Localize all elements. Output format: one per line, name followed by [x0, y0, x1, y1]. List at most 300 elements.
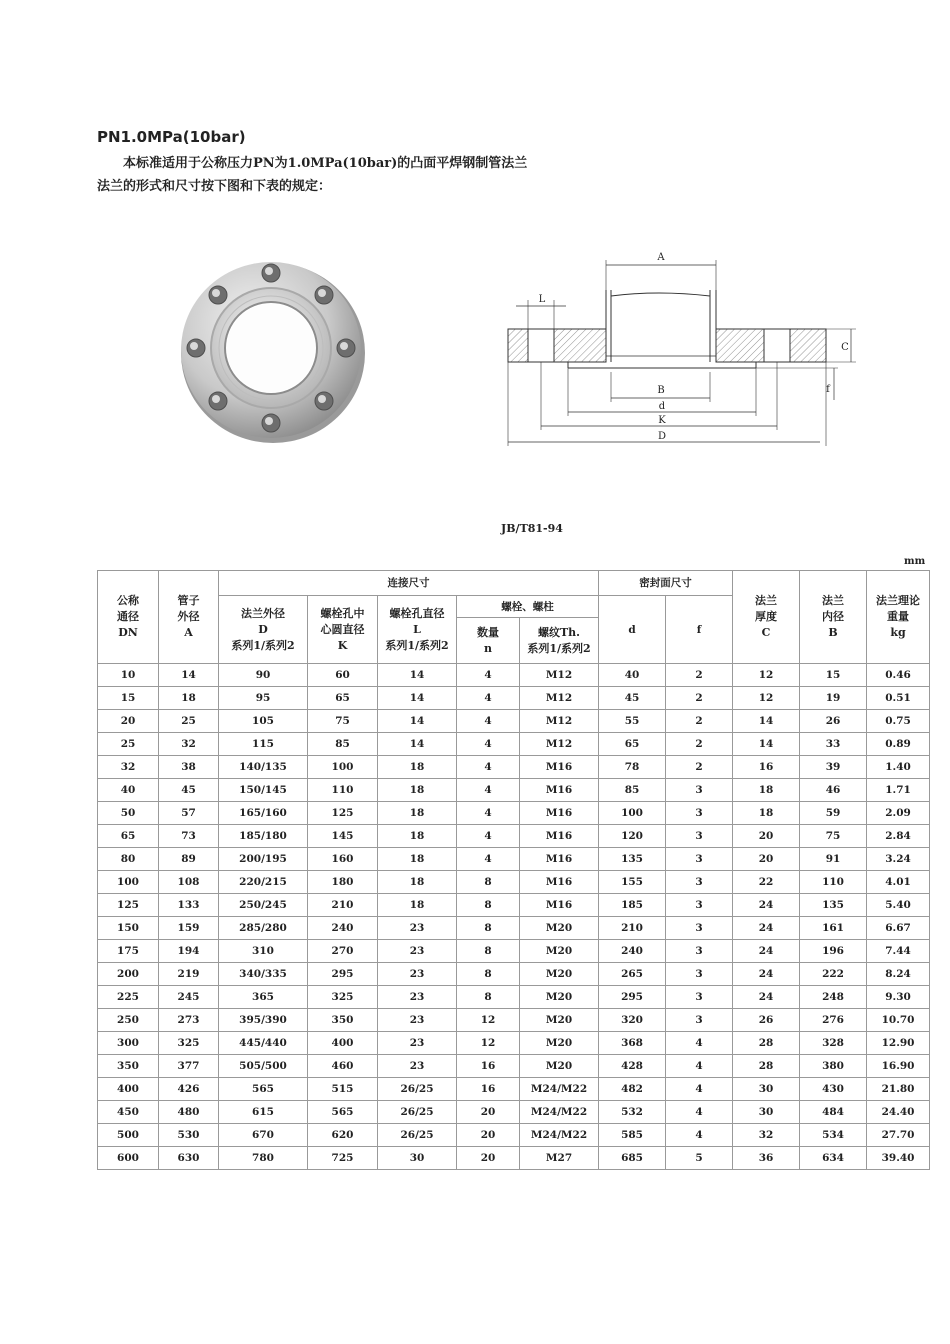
table-cell: 670	[219, 1124, 308, 1147]
table-cell: 2	[666, 733, 733, 756]
table-cell: 2	[666, 687, 733, 710]
table-cell: 90	[219, 664, 308, 687]
table-cell: 30	[378, 1147, 457, 1170]
table-cell: 4	[457, 733, 520, 756]
col-header-seal-f: f	[666, 596, 733, 664]
table-cell: M27	[520, 1147, 599, 1170]
table-cell: 23	[378, 1055, 457, 1078]
table-cell: 530	[159, 1124, 219, 1147]
table-cell: 16	[457, 1078, 520, 1101]
table-cell: 14	[733, 710, 800, 733]
table-cell: 12.90	[867, 1032, 930, 1055]
table-cell: 630	[159, 1147, 219, 1170]
table-cell: 2.09	[867, 802, 930, 825]
table-cell: 225	[98, 986, 159, 1009]
table-cell: 75	[800, 825, 867, 848]
table-cell: 18	[733, 802, 800, 825]
table-cell: 8	[457, 894, 520, 917]
table-cell: 8	[457, 917, 520, 940]
col-header-bolt-hole: 螺栓孔直径 L 系列1/系列2	[378, 596, 457, 664]
table-cell: M16	[520, 756, 599, 779]
table-cell: 480	[159, 1101, 219, 1124]
table-cell: 426	[159, 1078, 219, 1101]
table-cell: 12	[457, 1032, 520, 1055]
table-cell: 725	[308, 1147, 378, 1170]
col-header-inner-dia: 法兰 内径 B	[800, 571, 867, 664]
table-cell: 14	[378, 710, 457, 733]
table-cell: 25	[159, 710, 219, 733]
table-cell: 1.71	[867, 779, 930, 802]
table-cell: 18	[159, 687, 219, 710]
table-cell: 73	[159, 825, 219, 848]
table-cell: 65	[599, 733, 666, 756]
table-cell: M16	[520, 802, 599, 825]
table-cell: 377	[159, 1055, 219, 1078]
table-cell: 91	[800, 848, 867, 871]
table-cell: 20	[733, 825, 800, 848]
dim-label-d: d	[658, 401, 666, 412]
table-cell: M20	[520, 917, 599, 940]
table-cell: 445/440	[219, 1032, 308, 1055]
table-cell: 40	[98, 779, 159, 802]
table-cell: 368	[599, 1032, 666, 1055]
table-cell: 250	[98, 1009, 159, 1032]
table-cell: M20	[520, 963, 599, 986]
table-cell: 36	[733, 1147, 800, 1170]
table-cell: 4	[457, 687, 520, 710]
table-cell: 21.80	[867, 1078, 930, 1101]
table-cell: 585	[599, 1124, 666, 1147]
table-cell: 20	[733, 848, 800, 871]
table-cell: 78	[599, 756, 666, 779]
table-cell: 150	[98, 917, 159, 940]
table-cell: 0.51	[867, 687, 930, 710]
table-cell: 23	[378, 1032, 457, 1055]
table-cell: 155	[599, 871, 666, 894]
intro-text-line-2: 法兰的形式和尺寸按下图和下表的规定：	[97, 179, 332, 194]
table-cell: 8	[457, 963, 520, 986]
table-cell: M24/M22	[520, 1101, 599, 1124]
dim-label-B: B	[657, 385, 665, 396]
table-cell: 175	[98, 940, 159, 963]
intro-text-line-1: 本标准适用于公称压力PN为1.0MPa(10bar)的凸面平焊钢制管法兰	[123, 156, 528, 171]
table-cell: 140/135	[219, 756, 308, 779]
table-cell: 634	[800, 1147, 867, 1170]
table-cell: M24/M22	[520, 1124, 599, 1147]
col-header-dn: 公称 通径 DN	[98, 571, 159, 664]
table-cell: 400	[308, 1032, 378, 1055]
col-header-thread: 螺纹Th. 系列1/系列2	[520, 618, 599, 664]
table-cell: 3	[666, 963, 733, 986]
table-cell: 615	[219, 1101, 308, 1124]
table-cell: 482	[599, 1078, 666, 1101]
table-cell: 3	[666, 940, 733, 963]
table-cell: 780	[219, 1147, 308, 1170]
table-cell: 185	[599, 894, 666, 917]
table-cell: 161	[800, 917, 867, 940]
table-cell: 460	[308, 1055, 378, 1078]
table-cell: 85	[599, 779, 666, 802]
table-cell: 380	[800, 1055, 867, 1078]
table-cell: 365	[219, 986, 308, 1009]
table-cell: 59	[800, 802, 867, 825]
table-row	[98, 963, 930, 986]
table-cell: 24	[733, 917, 800, 940]
table-cell: 39	[800, 756, 867, 779]
table-cell: 8	[457, 986, 520, 1009]
table-cell: M16	[520, 894, 599, 917]
table-cell: 20	[457, 1147, 520, 1170]
table-cell: 265	[599, 963, 666, 986]
table-cell: 8.24	[867, 963, 930, 986]
dim-label-f: f	[826, 384, 830, 395]
col-header-weight: 法兰理论 重量 kg	[867, 571, 930, 664]
table-cell: 4	[457, 779, 520, 802]
table-cell: 23	[378, 940, 457, 963]
table-cell: 273	[159, 1009, 219, 1032]
table-row	[98, 710, 930, 733]
table-cell: 18	[378, 756, 457, 779]
table-cell: 4	[666, 1101, 733, 1124]
table-cell: 620	[308, 1124, 378, 1147]
table-row	[98, 848, 930, 871]
table-cell: 27.70	[867, 1124, 930, 1147]
table-row	[98, 986, 930, 1009]
table-cell: 24	[733, 940, 800, 963]
table-cell: 38	[159, 756, 219, 779]
table-row	[98, 733, 930, 756]
table-cell: 26/25	[378, 1101, 457, 1124]
table-cell: 0.75	[867, 710, 930, 733]
table-cell: 12	[457, 1009, 520, 1032]
table-cell: 600	[98, 1147, 159, 1170]
table-cell: 196	[800, 940, 867, 963]
table-cell: 276	[800, 1009, 867, 1032]
table-cell: 450	[98, 1101, 159, 1124]
table-cell: 5	[666, 1147, 733, 1170]
table-cell: 210	[599, 917, 666, 940]
table-cell: 12	[733, 664, 800, 687]
table-cell: 100	[98, 871, 159, 894]
table-cell: 100	[599, 802, 666, 825]
table-row	[98, 779, 930, 802]
table-cell: 4	[457, 756, 520, 779]
table-cell: 20	[457, 1101, 520, 1124]
table-cell: M20	[520, 1055, 599, 1078]
table-row	[98, 894, 930, 917]
table-cell: 24	[733, 963, 800, 986]
table-cell: 4	[457, 710, 520, 733]
col-header-outer-dia: 法兰外径 D 系列1/系列2	[219, 596, 308, 664]
table-cell: 325	[159, 1032, 219, 1055]
table-cell: 50	[98, 802, 159, 825]
table-cell: 18	[378, 779, 457, 802]
table-row	[98, 802, 930, 825]
table-cell: 28	[733, 1032, 800, 1055]
table-cell: 80	[98, 848, 159, 871]
table-cell: M20	[520, 1009, 599, 1032]
table-cell: 430	[800, 1078, 867, 1101]
table-cell: 8	[457, 871, 520, 894]
table-cell: 23	[378, 1009, 457, 1032]
table-row	[98, 687, 930, 710]
group-header-bolt: 螺栓、螺柱	[457, 596, 599, 618]
table-cell: 65	[308, 687, 378, 710]
table-cell: 16	[457, 1055, 520, 1078]
table-cell: 350	[98, 1055, 159, 1078]
table-cell: 32	[159, 733, 219, 756]
table-cell: 4.01	[867, 871, 930, 894]
dim-label-A: A	[657, 252, 665, 263]
table-cell: 4	[457, 802, 520, 825]
table-cell: 18	[378, 802, 457, 825]
group-header-connection: 连接尺寸	[219, 571, 599, 596]
table-cell: 3	[666, 1009, 733, 1032]
table-cell: 310	[219, 940, 308, 963]
table-cell: 240	[599, 940, 666, 963]
table-cell: 125	[98, 894, 159, 917]
table-cell: 26/25	[378, 1124, 457, 1147]
table-cell: 159	[159, 917, 219, 940]
table-cell: 180	[308, 871, 378, 894]
table-cell: 1.40	[867, 756, 930, 779]
table-cell: 45	[599, 687, 666, 710]
table-cell: 0.46	[867, 664, 930, 687]
table-cell: 23	[378, 917, 457, 940]
table-cell: 210	[308, 894, 378, 917]
table-cell: 60	[308, 664, 378, 687]
table-cell: 133	[159, 894, 219, 917]
table-cell: 3	[666, 825, 733, 848]
table-body	[98, 664, 930, 1170]
table-cell: 14	[378, 733, 457, 756]
table-cell: 46	[800, 779, 867, 802]
table-cell: 222	[800, 963, 867, 986]
table-cell: 240	[308, 917, 378, 940]
table-cell: 24	[733, 986, 800, 1009]
table-row	[98, 871, 930, 894]
table-cell: 295	[308, 963, 378, 986]
table-cell: 105	[219, 710, 308, 733]
table-cell: 85	[308, 733, 378, 756]
table-cell: 2	[666, 664, 733, 687]
table-row	[98, 917, 930, 940]
table-cell: 95	[219, 687, 308, 710]
table-cell: 15	[800, 664, 867, 687]
table-cell: 4	[666, 1124, 733, 1147]
table-cell: 23	[378, 963, 457, 986]
table-cell: 3	[666, 802, 733, 825]
table-cell: 26/25	[378, 1078, 457, 1101]
table-cell: 200/195	[219, 848, 308, 871]
table-cell: 10.70	[867, 1009, 930, 1032]
table-cell: M16	[520, 779, 599, 802]
table-cell: 145	[308, 825, 378, 848]
table-cell: M24/M22	[520, 1078, 599, 1101]
table-cell: 3	[666, 848, 733, 871]
table-cell: 300	[98, 1032, 159, 1055]
table-cell: 108	[159, 871, 219, 894]
table-cell: 28	[733, 1055, 800, 1078]
table-cell: 325	[308, 986, 378, 1009]
table-cell: 45	[159, 779, 219, 802]
table-cell: 12	[733, 687, 800, 710]
table-cell: M20	[520, 940, 599, 963]
table-cell: 110	[800, 871, 867, 894]
table-cell: 4	[457, 848, 520, 871]
table-row	[98, 1055, 930, 1078]
table-cell: 57	[159, 802, 219, 825]
table-row	[98, 940, 930, 963]
table-cell: 14	[378, 664, 457, 687]
table-cell: 8	[457, 940, 520, 963]
table-cell: 19	[800, 687, 867, 710]
table-cell: 250/245	[219, 894, 308, 917]
table-row	[98, 825, 930, 848]
table-cell: 6.67	[867, 917, 930, 940]
table-cell: 4	[666, 1055, 733, 1078]
table-cell: 532	[599, 1101, 666, 1124]
table-cell: 500	[98, 1124, 159, 1147]
table-cell: 3	[666, 917, 733, 940]
table-cell: 160	[308, 848, 378, 871]
table-cell: 75	[308, 710, 378, 733]
table-cell: 685	[599, 1147, 666, 1170]
unit-label: mm	[904, 556, 926, 567]
table-cell: 10	[98, 664, 159, 687]
table-cell: M16	[520, 871, 599, 894]
table-cell: 328	[800, 1032, 867, 1055]
dim-label-K: K	[658, 415, 666, 426]
table-cell: 16.90	[867, 1055, 930, 1078]
table-cell: 400	[98, 1078, 159, 1101]
table-row	[98, 1032, 930, 1055]
table-cell: 350	[308, 1009, 378, 1032]
table-row	[98, 664, 930, 687]
table-cell: 295	[599, 986, 666, 1009]
table-cell: 9.30	[867, 986, 930, 1009]
table-cell: 270	[308, 940, 378, 963]
table-cell: 30	[733, 1078, 800, 1101]
table-cell: 20	[457, 1124, 520, 1147]
table-cell: 4	[666, 1078, 733, 1101]
table-cell: 505/500	[219, 1055, 308, 1078]
table-cell: 22	[733, 871, 800, 894]
table-cell: 7.44	[867, 940, 930, 963]
table-cell: 565	[308, 1101, 378, 1124]
table-cell: 245	[159, 986, 219, 1009]
flange-photo	[178, 258, 368, 448]
table-cell: 2.84	[867, 825, 930, 848]
table-cell: 18	[378, 848, 457, 871]
table-cell: M20	[520, 986, 599, 1009]
table-cell: 2	[666, 710, 733, 733]
table-cell: 33	[800, 733, 867, 756]
table-cell: M16	[520, 848, 599, 871]
col-header-thickness: 法兰 厚度 C	[733, 571, 800, 664]
table-cell: 39.40	[867, 1147, 930, 1170]
table-cell: 2	[666, 756, 733, 779]
table-cell: 15	[98, 687, 159, 710]
dim-label-C: C	[841, 342, 849, 353]
table-cell: 89	[159, 848, 219, 871]
table-cell: 5.40	[867, 894, 930, 917]
table-cell: 125	[308, 802, 378, 825]
table-row	[98, 1124, 930, 1147]
table-cell: M16	[520, 825, 599, 848]
table-cell: 100	[308, 756, 378, 779]
col-header-bolt-circle: 螺栓孔中 心圆直径 K	[308, 596, 378, 664]
dim-label-L: L	[538, 294, 546, 305]
table-cell: 24	[733, 894, 800, 917]
table-cell: 18	[733, 779, 800, 802]
table-cell: 3	[666, 779, 733, 802]
table-cell: 220/215	[219, 871, 308, 894]
col-header-bolt-count: 数量 n	[457, 618, 520, 664]
table-cell: 110	[308, 779, 378, 802]
table-cell: M20	[520, 1032, 599, 1055]
table-cell: 248	[800, 986, 867, 1009]
table-cell: 20	[98, 710, 159, 733]
standard-code: JB/T81-94	[501, 522, 563, 535]
table-cell: 534	[800, 1124, 867, 1147]
table-cell: 18	[378, 871, 457, 894]
table-row	[98, 1147, 930, 1170]
table-cell: 135	[599, 848, 666, 871]
table-cell: 565	[219, 1078, 308, 1101]
table-cell: 484	[800, 1101, 867, 1124]
table-cell: M12	[520, 687, 599, 710]
table-cell: 200	[98, 963, 159, 986]
table-row	[98, 1101, 930, 1124]
table-row	[98, 1078, 930, 1101]
table-cell: 185/180	[219, 825, 308, 848]
table-cell: 285/280	[219, 917, 308, 940]
table-row	[98, 1009, 930, 1032]
table-cell: 14	[378, 687, 457, 710]
table-cell: M12	[520, 710, 599, 733]
table-cell: 115	[219, 733, 308, 756]
table-cell: 26	[733, 1009, 800, 1032]
table-cell: 55	[599, 710, 666, 733]
table-row	[98, 756, 930, 779]
table-cell: 150/145	[219, 779, 308, 802]
table-cell: M12	[520, 733, 599, 756]
table-cell: 3	[666, 871, 733, 894]
table-cell: 14	[159, 664, 219, 687]
table-cell: 40	[599, 664, 666, 687]
table-cell: 515	[308, 1078, 378, 1101]
table-cell: 4	[457, 664, 520, 687]
flange-dimension-table	[97, 570, 930, 1170]
table-cell: 24.40	[867, 1101, 930, 1124]
table-cell: 18	[378, 825, 457, 848]
table-cell: 26	[800, 710, 867, 733]
flange-section-drawing	[498, 240, 860, 455]
page-title: PN1.0MPa(10bar)	[97, 128, 246, 146]
table-cell: 219	[159, 963, 219, 986]
table-cell: 65	[98, 825, 159, 848]
table-cell: 32	[733, 1124, 800, 1147]
table-cell: 4	[457, 825, 520, 848]
table-cell: 428	[599, 1055, 666, 1078]
table-cell: 14	[733, 733, 800, 756]
col-header-seal-d: d	[599, 596, 666, 664]
table-cell: 30	[733, 1101, 800, 1124]
table-cell: 16	[733, 756, 800, 779]
table-cell: 18	[378, 894, 457, 917]
table-cell: 25	[98, 733, 159, 756]
